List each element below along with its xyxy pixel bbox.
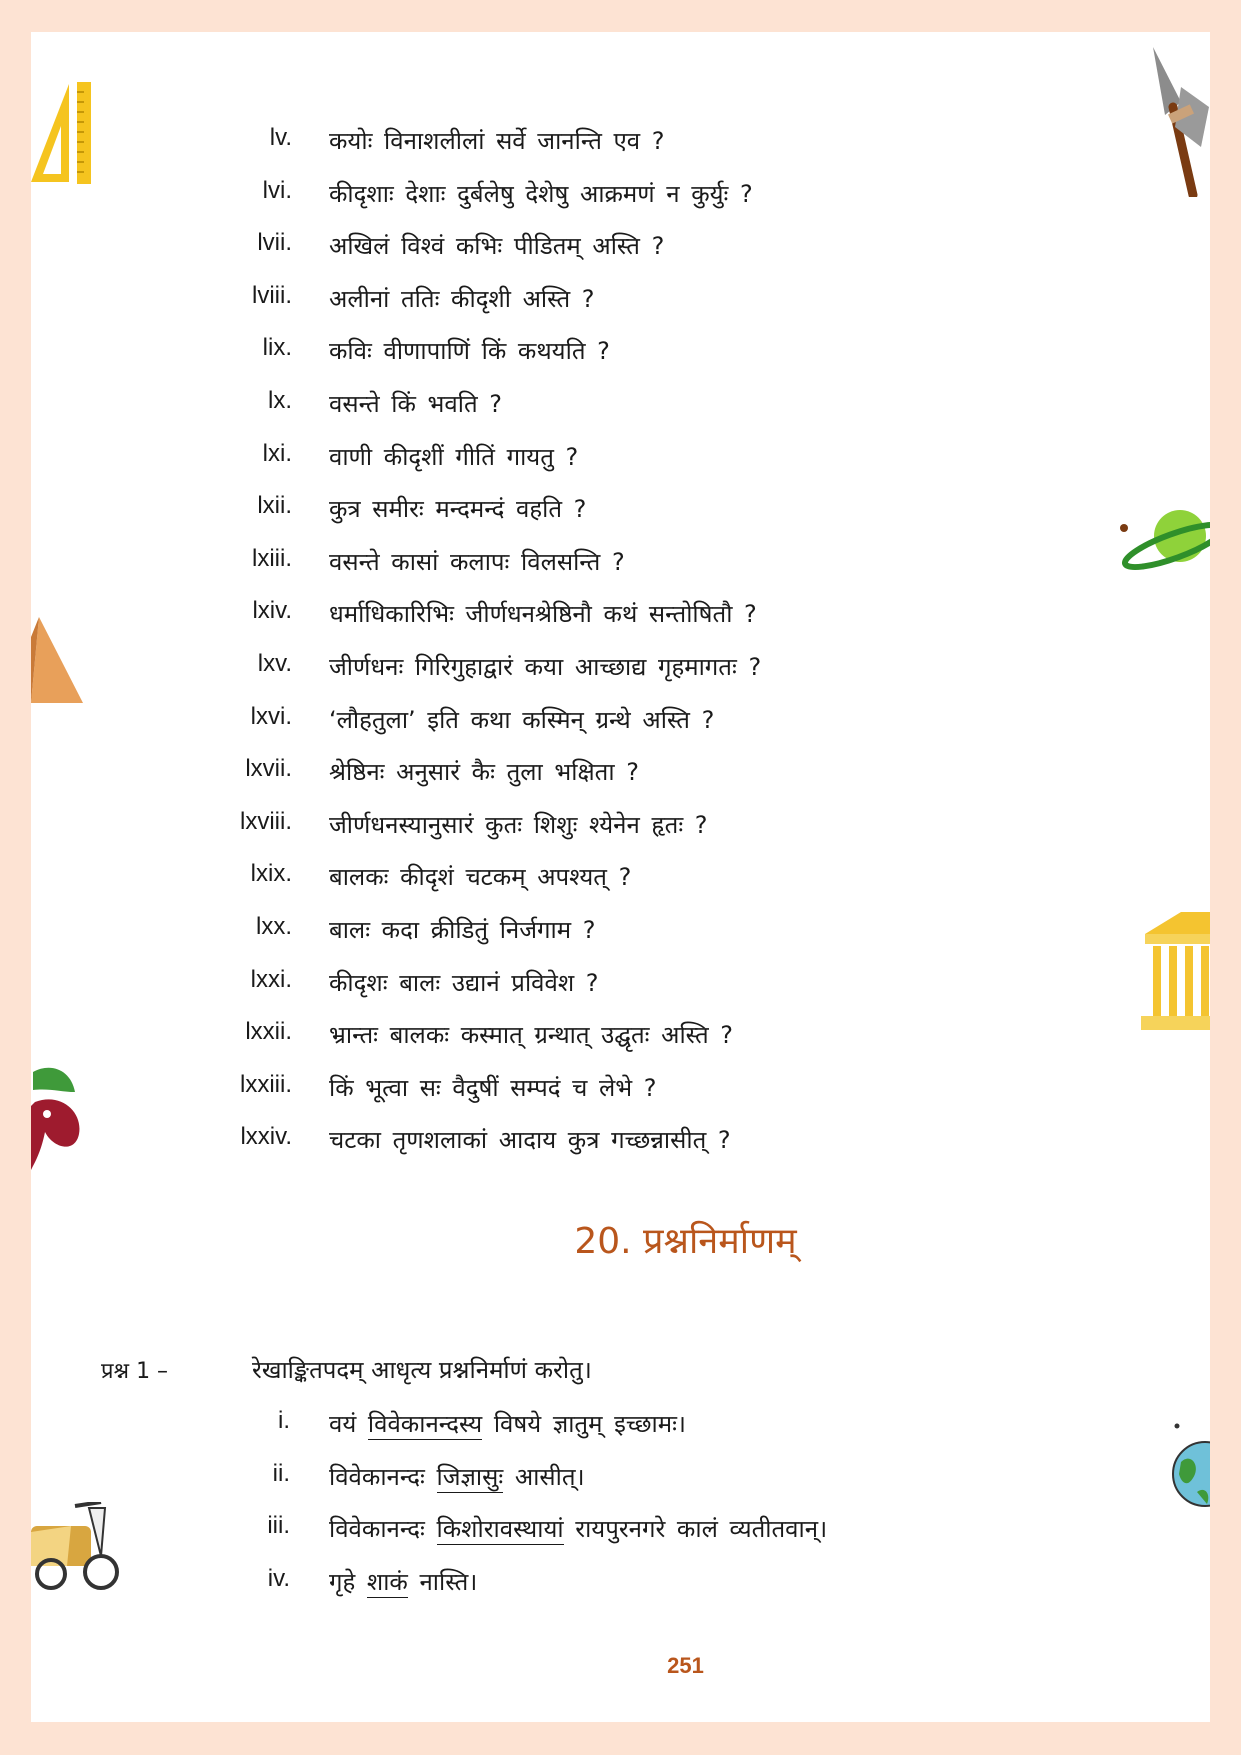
question-text: कुत्र समीरः मन्दमन्दं वहति ?: [329, 495, 587, 524]
item-number: lvi.: [262, 176, 292, 204]
list-item: [31, 1407, 1210, 1460]
underlined-word: शाकं: [366, 1567, 408, 1596]
sentence-before: विवेकानन्दः: [329, 1515, 437, 1544]
item-number: lviii.: [252, 281, 292, 309]
sentence-after: विषये ज्ञातुम् इच्छामः।: [482, 1410, 687, 1438]
question-text: श्रेष्ठिनः अनुसारं कैः तुला भक्षिता ?: [329, 758, 639, 787]
question-instruction: रेखाङ्कितपदम् आधृत्य प्रश्ननिर्माणं करोतु।: [252, 1356, 592, 1384]
sentence-list: [31, 1407, 1210, 1617]
sentence-after: आसीत्।: [503, 1462, 585, 1491]
sentence-text: [329, 1460, 585, 1493]
question-text: चटका तृणशलाकां आदाय कुत्र गच्छन्नासीत् ?: [329, 1126, 731, 1155]
question-text: धर्माधिकारिभिः जीर्णधनश्रेष्ठिनौ कथं सन्तोषितौ ?: [329, 600, 757, 629]
question-text: जीर्णधनः गिरिगुहाद्वारं कया आच्छाद्य गृहमागतः ?: [329, 652, 762, 681]
item-number: lxviii.: [240, 807, 292, 835]
list-item: [31, 597, 1210, 650]
question-text: कयोः विनाशलीलां सर्वे जानन्ति एव ?: [329, 127, 665, 155]
list-item: [31, 1018, 1210, 1071]
question-text: भ्रान्तः बालकः कस्मात् ग्रन्थात् उद्घृतः अस्ति ?: [329, 1021, 734, 1050]
list-item: [31, 755, 1210, 808]
underlined-word: जिज्ञासुः: [436, 1462, 504, 1491]
section-title: 20. प्रश्ननिर्माणम्: [574, 1221, 797, 1262]
list-item: [31, 1565, 1210, 1618]
list-item: [31, 1071, 1210, 1124]
list-item: [31, 1123, 1210, 1176]
question-text: वाणी कीदृशीं गीतिं गायतु ?: [329, 442, 579, 471]
item-number: i.: [278, 1407, 290, 1434]
question-text: वसन्ते कासां कलापः विलसन्ति ?: [329, 547, 625, 576]
item-number: lxxiv.: [240, 1123, 292, 1151]
item-number: lx.: [268, 386, 292, 414]
sentence-before: गृहे: [329, 1567, 367, 1596]
question-label: प्रश्न 1 –: [101, 1359, 169, 1384]
item-number: lxiii.: [252, 544, 292, 572]
sentence-after: नास्ति।: [407, 1567, 478, 1596]
sentence-text: [329, 1512, 827, 1545]
list-item: [31, 650, 1210, 703]
question-text: किं भूत्वा सः वैदुषीं सम्पदं च लेभे ?: [329, 1073, 657, 1102]
list-item: [31, 545, 1210, 598]
item-number: iii.: [267, 1512, 290, 1540]
question-text: अलीनां ततिः कीदृशी अस्ति ?: [329, 284, 595, 313]
question-text: कीदृशः बालः उद्यानं प्रविवेश ?: [329, 968, 599, 997]
question-text: ‘लौहतुला’ इति कथा कस्मिन् ग्रन्थे अस्ति ?: [329, 705, 715, 734]
list-item: [31, 334, 1210, 387]
list-item: [31, 966, 1210, 1019]
question-text: कीदृशाः देशाः दुर्बलेषु देशेषु आक्रमणं न कुर्युः ?: [329, 179, 753, 208]
item-number: lxxiii.: [240, 1070, 292, 1098]
item-number: lvii.: [257, 229, 292, 257]
item-number: lxvii.: [245, 755, 292, 783]
list-item: [31, 229, 1210, 282]
question-text: कविः वीणापाणिं किं कथयति ?: [329, 337, 610, 366]
question-text: जीर्णधनस्यानुसारं कुतः शिशुः श्येनेन हृतः ?: [329, 810, 708, 839]
list-item: [31, 177, 1210, 230]
item-number: lxii.: [257, 492, 292, 520]
item-number: lxxii.: [245, 1018, 292, 1046]
question-list: [31, 124, 1210, 1176]
list-item: [31, 1460, 1210, 1513]
item-number: lix.: [262, 334, 292, 362]
list-item: [31, 913, 1210, 966]
question-text: वसन्ते किं भवति ?: [329, 389, 503, 418]
item-number: lxi.: [262, 439, 292, 467]
item-number: lv.: [269, 124, 292, 151]
page-number: 251: [667, 1653, 704, 1678]
item-number: lxv.: [257, 649, 292, 677]
list-item: [31, 440, 1210, 493]
list-item: [31, 1512, 1210, 1565]
item-number: iv.: [267, 1564, 290, 1592]
sentence-after: रायपुरनगरे कालं व्यतीतवान्।: [563, 1515, 828, 1544]
sentence-text: [329, 1565, 477, 1598]
item-number: ii.: [272, 1459, 290, 1487]
page: [31, 32, 1210, 1722]
list-item: [31, 492, 1210, 545]
list-item: [31, 282, 1210, 335]
question-text: अखिलं विश्वं कभिः पीडितम् अस्ति ?: [329, 232, 665, 261]
list-item: [31, 860, 1210, 913]
item-number: lxxi.: [250, 965, 292, 993]
question-text: बालः कदा क्रीडितुं निर्जगाम ?: [329, 915, 596, 944]
sentence-text: [329, 1407, 686, 1440]
item-number: lxix.: [250, 860, 292, 888]
underlined-word: विवेकानन्दस्य: [367, 1410, 483, 1438]
question-text: बालकः कीदृशं चटकम् अपश्यत् ?: [329, 863, 632, 892]
item-number: lxx.: [256, 912, 292, 940]
list-item: [31, 387, 1210, 440]
list-item: [31, 808, 1210, 861]
underlined-word: किशोरावस्थायां: [436, 1515, 564, 1544]
list-item: [31, 124, 1210, 177]
list-item: [31, 703, 1210, 756]
item-number: lxiv.: [252, 597, 292, 625]
sentence-before: वयं: [329, 1410, 368, 1438]
sentence-before: विवेकानन्दः: [329, 1462, 437, 1491]
item-number: lxvi.: [250, 702, 292, 730]
